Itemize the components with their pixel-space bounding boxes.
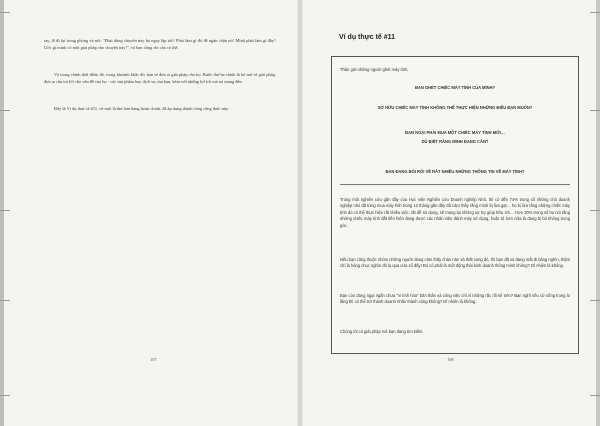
left-paragraph-2: Và trong chính thời điểm đó, trong khoảnh khắc đó, bạn sẽ đưa ra giải pháp cho họ. Bước thứ ba chính là bố mở về giải pháp, đưa ra câu trả lời cho vấn đề của họ - các sản phẩm hay dịch vụ của bạn, kèm với những lợi ích mà nó mang đến. [44,72,276,84]
heading-3a: BẠN NGẠI PHẢI MUA MỘT CHIẾC MÁY TÍNH MỚI… [405,130,505,135]
margin-tick [590,12,600,13]
body-paragraph-1: Trong một nghiên cứu gần đây của Học viện Nghiên cứu Doanh nghiệp Nhỏ, thì có đến 74% trong số những chủ doanh nghiệp nhỏ đã từng mua máy tính trong 12 tháng gần đây đã cảm thấy rằng mình bị lừa gạt… họ bị lừa rằng những chiếc máy tính đó có thể thực hiện rất nhiều việc, rất dễ sử dụng, sẽ mang lại những sự trợ giúp hữu ích… Hơn 30% trong số họ nói rằng những chiếc máy tính đắt tiền hiện đang được các nhân viên đánh máy sử dụng, hoặc tệ hơn nữa là đang bị bỏ không trong góc. [340,197,570,228]
divider [340,184,570,185]
margin-tick [0,210,10,211]
margin-tick [0,300,10,301]
body-paragraph-3: Bạn còn đang ngại ngần chưa "vi tính hóa" bản thân và công việc chỉ vì những rắc rối kể trên? Bạn nghĩ nếu cứ sống trong lo lắng thì có thể trở thành doanh nhân thành công không? Dĩ nhiên là không. [340,293,570,305]
page-edge-right [596,0,600,426]
sales-letter-box [331,56,579,354]
margin-tick [590,210,600,211]
book-spine [297,0,303,426]
margin-tick [0,110,10,111]
margin-tick [590,110,600,111]
margin-tick [0,12,10,13]
right-page-number: 108 [447,357,454,362]
margin-tick [590,300,600,301]
heading-1: BẠN GHÉT CHIẾC MÁY TÍNH CỦA MÌNH? [414,85,496,90]
body-paragraph-4: Chúng tôi có giải pháp mà bạn đang tìm kiếm. [340,329,424,334]
page-edge-left [0,0,4,426]
left-page-number: 107 [150,357,157,362]
margin-tick [0,395,10,396]
margin-tick [590,395,600,396]
left-paragraph-1: tay, đi đi lại trong phòng và nói: "Phải dùng chuyên này lại ngay lập tức! Phải làm gì đó để ngăn chặn nó! Mình phải làm gì đây? Ước gì mình có một giải pháp cho chuyện này!", và bạn cũng chỉ cần có thế. [44,38,276,50]
heading-3b: DÙ BIẾT RẰNG MÌNH ĐANG CẦN? [421,139,489,144]
greeting: Thân gửi những người ghét máy tính, [340,67,409,72]
heading-4: BẠN ĐANG BỐI RỐI VỀ RẤT NHIỀU NHỮNG THÔNG TIN VỀ MÁY TÍNH? [385,169,525,174]
page-title: Ví dụ thực tế #11 [339,34,396,41]
body-paragraph-2: Nếu bạn cũng thuộc nhóm những người đang cảm thấy chán nản và thất vọng đó, thì bạn đã và đang mất đi hàng nghìn, thậm chí là hàng chục nghìn đô la qua cửa sổ đấy! Đó có phải là một động thái kinh doanh thông minh không? Dĩ nhiên là không. [340,257,570,269]
left-paragraph-3: Đây là Ví dụ thực tế #11, về một lá thư bán hàng hoàn chỉnh, đã áp dụng thành công công thức này: [54,106,230,111]
heading-2: SỞ HỮU CHIẾC MÁY TÍNH KHÔNG THỂ THỰC HIỆN NHỮNG ĐIỀU BẠN MUỐN? [377,105,533,110]
